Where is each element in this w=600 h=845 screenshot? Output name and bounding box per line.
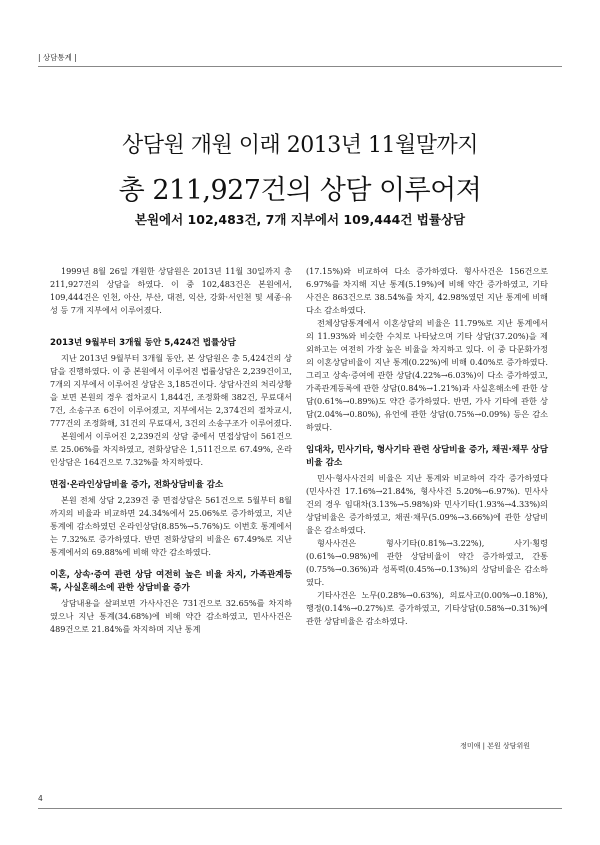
paragraph: 본원 전체 상담 2,239건 중 면접상담은 561건으로 5월부터 8월까지의 비율과 비교하면 24.34%에서 25.06%로 증가하였고, 지난 통계에 감소하였던 온라인상담(8.85%→5.76%)도 이번호 통계에서는 7.32%로 증가하였다. 반면 전화상담의 비율은 67.49%로 지난 통계에서의 69.88%에 비해 약간 감소하였다. [50,495,292,557]
paragraph: 상담내용을 살펴보면 가사사건은 731건으로 32.65%를 차지하였으나 지난 통계(34.68%)에 비해 약간 감소하였고, 민사사건은 489건으로 21.84%를 차지하며 지난 통계 [50,598,292,634]
paragraph: (17.15%)와 비교하여 다소 증가하였다. 형사사건은 156건으로 6.97%를 차지해 지난 통계(5.19%)에 비해 약간 증가하였고, 기타사건은 863건으로 38.54%를 차지, 42.98%였던 지난 통계에 비해 다소 감소하였다. [306,266,548,315]
subtitle: 본원에서 102,483건, 7개 지부에서 109,444건 법률상담 [134,212,466,227]
section-heading: 임대차, 민사기타, 형사기타 관련 상담비율 증가, 채권·채무 상담비율 감소 [306,445,548,468]
paragraph: 지난 2013년 9월부터 3개월 동안, 본 상담원은 총 5,424건의 상담을 진행하였다. 이 중 본원에서 이루어진 법률상담은 2,239건이고, 7개의 지부에서 이루어진 상담은 3,185건이다. 상담사건의 처리상황을 보면 본원의 경우 접차교시 1,844건, 조정화해 382건, 무료대서 7건, 소송구조 6건이 이루어졌고, 지부에서는 2,374건의 절차교시, 777건의 조정화해, 31건의 무료대서, 3건의 소송구조가 이루어졌다. [50,353,292,428]
footer-rule [38,808,562,809]
section-heading: 면접·온라인상담비율 증가, 전화상담비율 감소 [50,480,224,490]
title-line-1: 상담원 개원 이래 2013년 11월말까지 [122,133,478,158]
paragraph: 기타사건은 노무(0.28%→0.63%), 의료사고(0.00%→0.18%), 행정(0.14%→0.27%)로 증가하였고, 기타상담(0.58%→0.31%)에 관한 상담비율은 감소하였다. [306,590,548,626]
section-heading: 2013년 9월부터 3개월 동안 5,424건 법률상담 [50,338,236,348]
right-column [306,265,548,628]
author-credit: 정미애 | 본원 상담위원 [460,742,530,750]
section-label: | 상담통계 | [38,53,77,62]
paragraph: 형사사건은 형사기타(0.81%→3.22%), 사기·횡령(0.61%→0.98%)에 관한 상담비율이 약간 증가하였고, 간통(0.75%→0.36%)과 성폭력(0.45%→0.13%)의 상담비율은 감소하였다. [306,538,548,587]
section-heading: 이혼, 상속·증여 관련 상담 여전히 높은 비율 차지, 가족관계등록, 사실혼해소에 관한 상담비율 증가 [50,570,292,593]
paragraph: 전체상담통계에서 이혼상담의 비율은 11.79%로 지난 통계에서의 11.93%와 비슷한 수치로 나타났으며 기타 상담(37.20%)을 제외하고는 여전히 가장 높은 비율을 차지하고 있다. 이 중 다문화가정의 이혼상담비율이 지난 통계(0.22%)에 비해 0.40%로 증가하였다. 그리고 상속·증여에 관한 상담(4.22%→6.03%)이 다소 증가하였고, 가족관계등록에 관한 상담(0.84%→1.21%)과 사실혼해소에 관한 상담(0.61%→0.89%)도 약간 증가하였다. 반면, 가사 기타에 관한 상담(2.04%→0.80%), 유언에 관한 상담(0.75%→0.09%) 등은 감소하였다. [306,318,548,432]
header-rule [38,66,562,67]
intro-paragraph: 1999년 8월 26일 개원한 상담원은 2013년 11월 30일까지 총 211,927건의 상담을 하였다. 이 중 102,483건은 본원에서, 109,444건은 인천, 아산, 부산, 대전, 익산, 강화·서인천 및 세종·유성 등 7개 지부에서 이루어졌다. [50,266,292,315]
paragraph: 민사·형사사건의 비율은 지난 통계와 비교하여 각각 증가하였다(민사사건 17.16%→21.84%, 형사사건 5.20%→6.97%). 민사사건의 경우 임대차(3.13%→5.98%)와 민사기타(1.93%→4.33%)의 상담비율은 증가하였고, 채권·채무(5.09%→3.66%)에 관한 상담비율은 감소하였다. [306,473,548,535]
paragraph: 본원에서 이루어진 2,239건의 상담 중에서 면접상담이 561건으로 25.06%를 차지하였고, 전화상담은 1,511건으로 67.49%, 온라인상담은 164건으로 7.32%를 차지하였다. [50,431,292,467]
page-number: 4 [38,794,43,803]
left-column [50,265,292,636]
title-line-2: 총 211,927건의 상담 이루어져 [118,175,482,206]
